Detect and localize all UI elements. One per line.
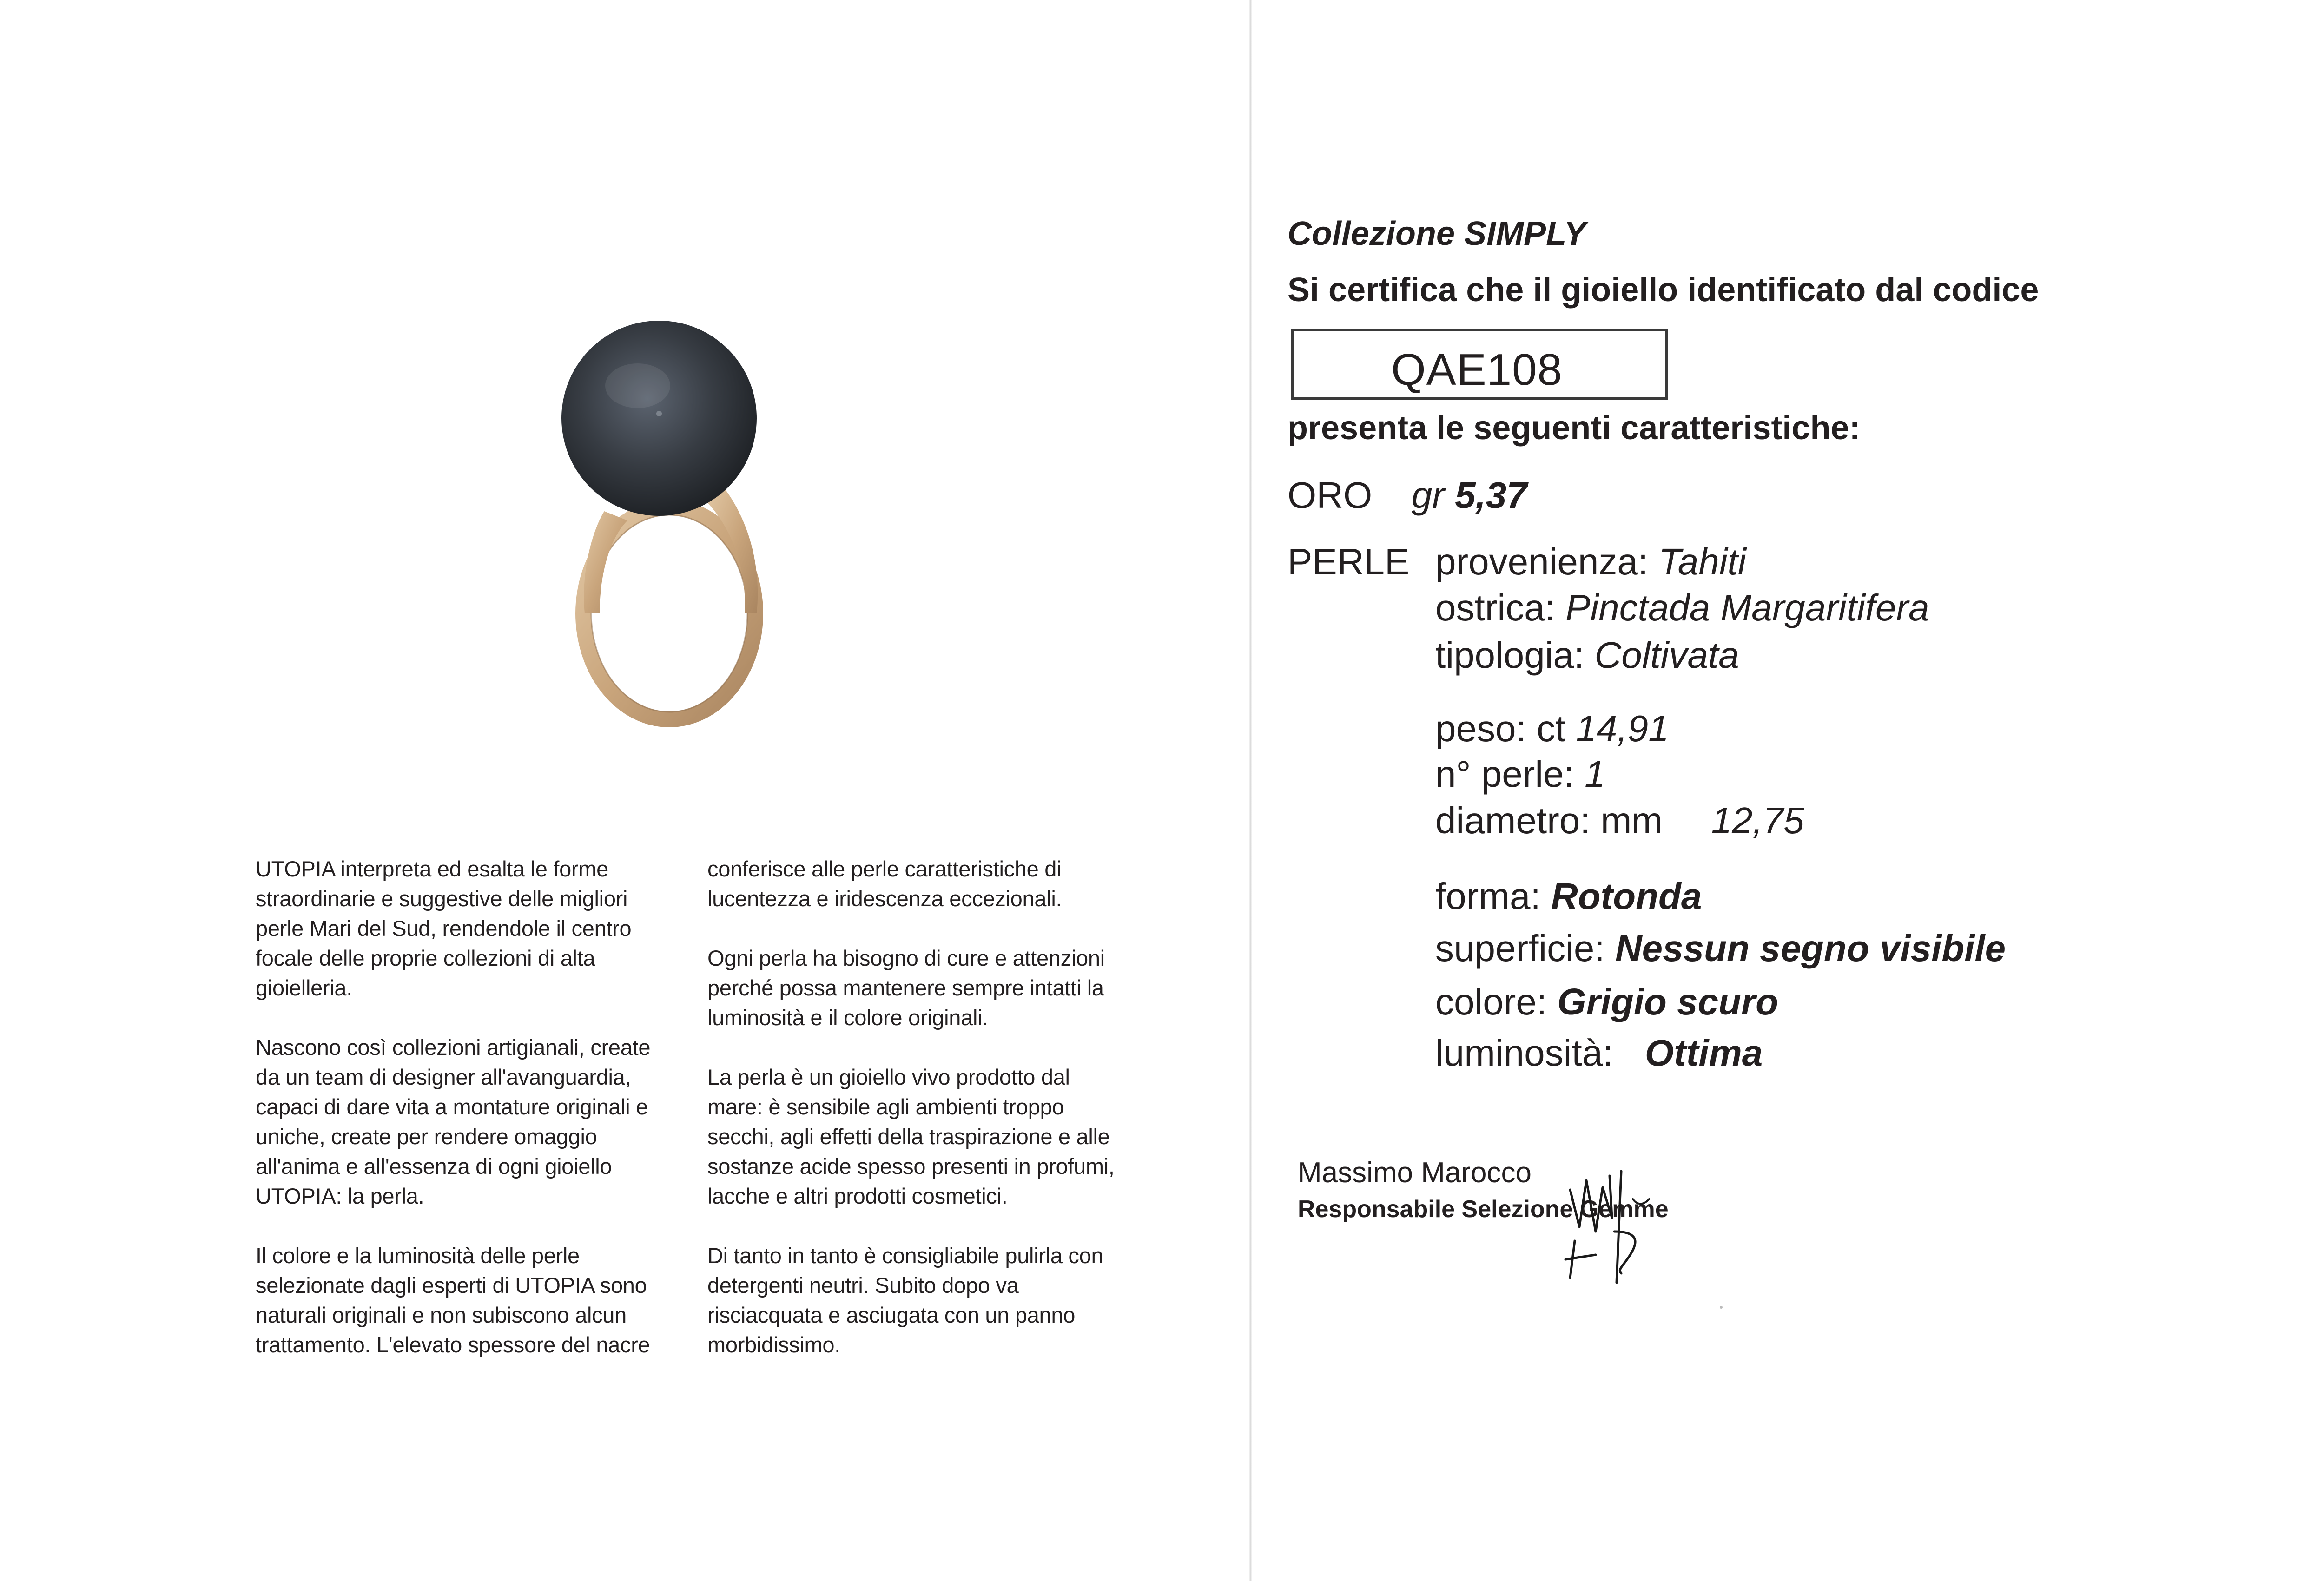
pearls-label: PERLE: [1287, 541, 1410, 582]
spec-oyster: ostrica: Pinctada Margaritifera: [1435, 587, 1929, 628]
gold-label: ORO: [1287, 474, 1373, 516]
paragraph: Nascono così collezioni artigianali, create da un team di designer all'avanguardia, capaci di dare vita a montature originali e uniche, create per rendere omaggio all'anima e all'essenza di ogni gioiello UTOPIA: la perla.: [256, 1035, 651, 1208]
spec-weight: peso: ct 14,91: [1435, 708, 1669, 749]
gold-unit: gr: [1411, 474, 1445, 516]
paragraph: Di tanto in tanto è consigliabile pulirla con detergenti neutri. Subito dopo va risciacquata e asciugata con un panno morbidissimo.: [707, 1243, 1103, 1357]
spec-shape: forma: Rotonda: [1435, 876, 1702, 917]
scan-speck: [1720, 1306, 1723, 1309]
spec-count: n° perle: 1: [1435, 753, 1605, 795]
product-code: QAE108: [1391, 345, 1563, 395]
spec-type: tipologia: Coltivata: [1435, 634, 1739, 676]
spec-value: Grigio scuro: [1557, 981, 1778, 1022]
spec-value: Pinctada Margaritifera: [1565, 587, 1929, 628]
signer-name: Massimo Marocco: [1298, 1157, 1532, 1189]
paragraph: conferisce alle perle caratteristiche di lucentezza e iridescenza eccezionali.: [707, 856, 1062, 911]
spec-value: Rotonda: [1551, 876, 1702, 917]
spec-diameter: diametro: mm 12,75: [1435, 800, 1804, 841]
certificate-panel: [1287, 0, 2310, 1581]
spec-surface: superficie: Nessun segno visibile: [1435, 928, 2006, 969]
certification-statement: Si certifica che il gioiello identificato dal codice: [1287, 271, 2039, 309]
spec-unit: ct: [1536, 708, 1566, 749]
pearl: [561, 321, 757, 516]
spec-luster: luminosità: Ottima: [1435, 1032, 1763, 1074]
paragraph: La perla è un gioiello vivo prodotto dal mare: è sensibile agli ambienti troppo secchi, agli effetti della traspirazione e alle sostanze acide spesso presenti in profumi, lacche e altri prodotti cosmetici.: [707, 1065, 1115, 1208]
signature-mark: [1552, 1162, 1691, 1287]
spec-value: 1: [1585, 753, 1605, 795]
spec-value: Coltivata: [1594, 634, 1739, 676]
description-column-right: [707, 854, 1116, 1390]
spec-value: Tahiti: [1658, 541, 1746, 582]
product-code-box: [1291, 329, 1668, 400]
paragraph: Il colore e la luminosità delle perle selezionate dagli esperti di UTOPIA sono naturali originali e non subiscono alcun trattamento. L'elevato spessore del nacre: [256, 1243, 650, 1357]
spec-value: 14,91: [1576, 708, 1669, 749]
gold-weight: [1287, 474, 1527, 517]
gold-value: 5,37: [1455, 474, 1527, 516]
description-column-left: [256, 854, 665, 1390]
features-heading: presenta le seguenti caratteristiche:: [1287, 409, 1861, 447]
signer-role: Responsabile Selezione Gemme: [1298, 1196, 1669, 1223]
spec-color: colore: Grigio scuro: [1435, 981, 1778, 1022]
pearl-ring-image: [535, 316, 795, 734]
spec-value: Nessun segno visibile: [1615, 928, 2006, 969]
paragraph: Ogni perla ha bisogno di cure e attenzioni perché possa mantenere sempre intatti la luminosità e il colore originali.: [707, 946, 1105, 1030]
spec-unit: mm: [1600, 800, 1663, 841]
paragraph: UTOPIA interpreta ed esalta le forme straordinarie e suggestive delle migliori perle Mari del Sud, rendendole il centro focale delle proprie collezioni di alta gioielleria.: [256, 856, 632, 1000]
spec-value: 12,75: [1711, 800, 1804, 841]
collection-title: Collezione SIMPLY: [1287, 215, 1586, 252]
spec-provenance: provenienza: Tahiti: [1435, 541, 1746, 582]
spec-value: Ottima: [1644, 1032, 1763, 1074]
page-fold: [1249, 0, 1252, 1581]
